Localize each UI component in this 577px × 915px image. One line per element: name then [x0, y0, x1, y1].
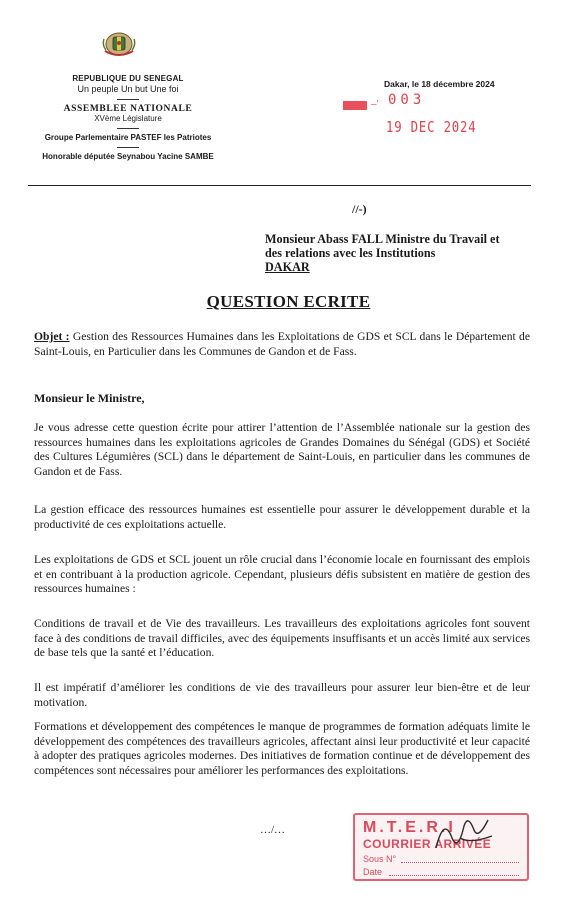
stamp-label: COURRIER ARRIVÉE — [363, 837, 492, 851]
divider — [117, 147, 139, 148]
legislature: XVème Législature — [94, 114, 162, 123]
stamp-number-field: Sous N° — [363, 854, 397, 864]
document-title: QUESTION ECRITE — [206, 292, 371, 311]
recipient-line-2: des relations avec les Institutions — [265, 246, 436, 260]
continuation-mark: …/… — [260, 824, 286, 836]
divider — [117, 128, 139, 129]
paragraph-6: Formations et développement des compétences le manque de programmes de formation adéquats limite le développement des compétences des travailleurs agricoles, affectant ainsi leur productivité et leur capacité à adopter des pratiques agricoles modernes. Des initiatives de formation continue et de développement des compétences sont nécessaires pour améliorer les performances des exploitations. — [34, 720, 530, 777]
paragraph-3: Les exploitations de GDS et SCL jouent un rôle crucial dans l’économie locale en fournissant des emplois et en contribuant à la production agricole. Cependant, plusieurs défis subsistent en matière de gestion des ressources humaines : — [34, 553, 530, 596]
reception-number: 003 — [388, 92, 426, 108]
deputy-name: Honorable députée Seynabou Yacine SAMBE — [42, 152, 214, 161]
reference-mark: //-) — [352, 202, 367, 216]
salutation: Monsieur le Ministre, — [34, 391, 145, 405]
paragraph-4: Conditions de travail et de Vie des travailleurs. Les travailleurs des exploitations agricoles font souvent face à des conditions de travail difficiles, avec des équipements insuffisants et un accès limité aux services de base tels que la santé et l’éducation. — [34, 617, 530, 660]
recipient-line-1: Monsieur Abass FALL Ministre du Travail et — [265, 232, 500, 246]
recipient-block — [265, 232, 550, 274]
stamp-date-field: Date — [363, 867, 383, 877]
recipient-city: DAKAR — [265, 260, 310, 274]
paragraph-1: Je vous adresse cette question écrite pour attirer l’attention de l’Assemblée nationale sur la gestion des ressources humaines dans les exploitations agricoles de Grandes Domaines du Sénégal (GDS) et Société des Cultures Légumières (SCL) dans le département de Saint-Louis, en particulier dans les communes de Gandon et de Fass. — [34, 421, 530, 478]
national-emblem-seal-icon — [100, 29, 138, 59]
stamp-ministry: M.T.E.R.I — [363, 819, 456, 836]
paragraph-5: Il est impératif d’améliorer les conditions de vie des travailleurs pour assurer leur bien-être et de leur motivation. — [34, 681, 530, 709]
header-block — [18, 74, 238, 161]
national-motto: Un peuple Un but Une foi — [77, 84, 179, 94]
assembly-name: ASSEMBLEE NATIONALE — [63, 104, 193, 114]
stamp-tick: –' — [371, 99, 379, 110]
objet-paragraph — [34, 330, 530, 359]
date-line: Dakar, le 18 décembre 2024 — [384, 79, 495, 89]
objet-text: Gestion des Ressources Humaines dans les Exploitations de GDS et SCL dans le Département de Saint-Louis, en Particulier dans les Communes de Gandon et de Fass. — [34, 330, 530, 358]
stamp-mark — [343, 101, 367, 110]
stamp-dotted-line — [401, 862, 519, 863]
divider — [117, 99, 139, 100]
handwritten-signature-icon — [430, 808, 500, 860]
header-rule — [28, 185, 531, 186]
country-name: REPUBLIQUE DU SENEGAL — [72, 74, 184, 83]
stamp-dotted-line — [389, 875, 519, 876]
reception-date: 19 DEC 2024 — [386, 118, 477, 136]
objet-label: Objet : — [34, 330, 70, 343]
paragraph-2: La gestion efficace des ressources humaines est essentielle pour assurer le développement durable et la productivité de ces exploitations actuelle. — [34, 503, 530, 531]
parliamentary-group: Groupe Parlementaire PASTEF les Patriotes — [44, 133, 212, 142]
